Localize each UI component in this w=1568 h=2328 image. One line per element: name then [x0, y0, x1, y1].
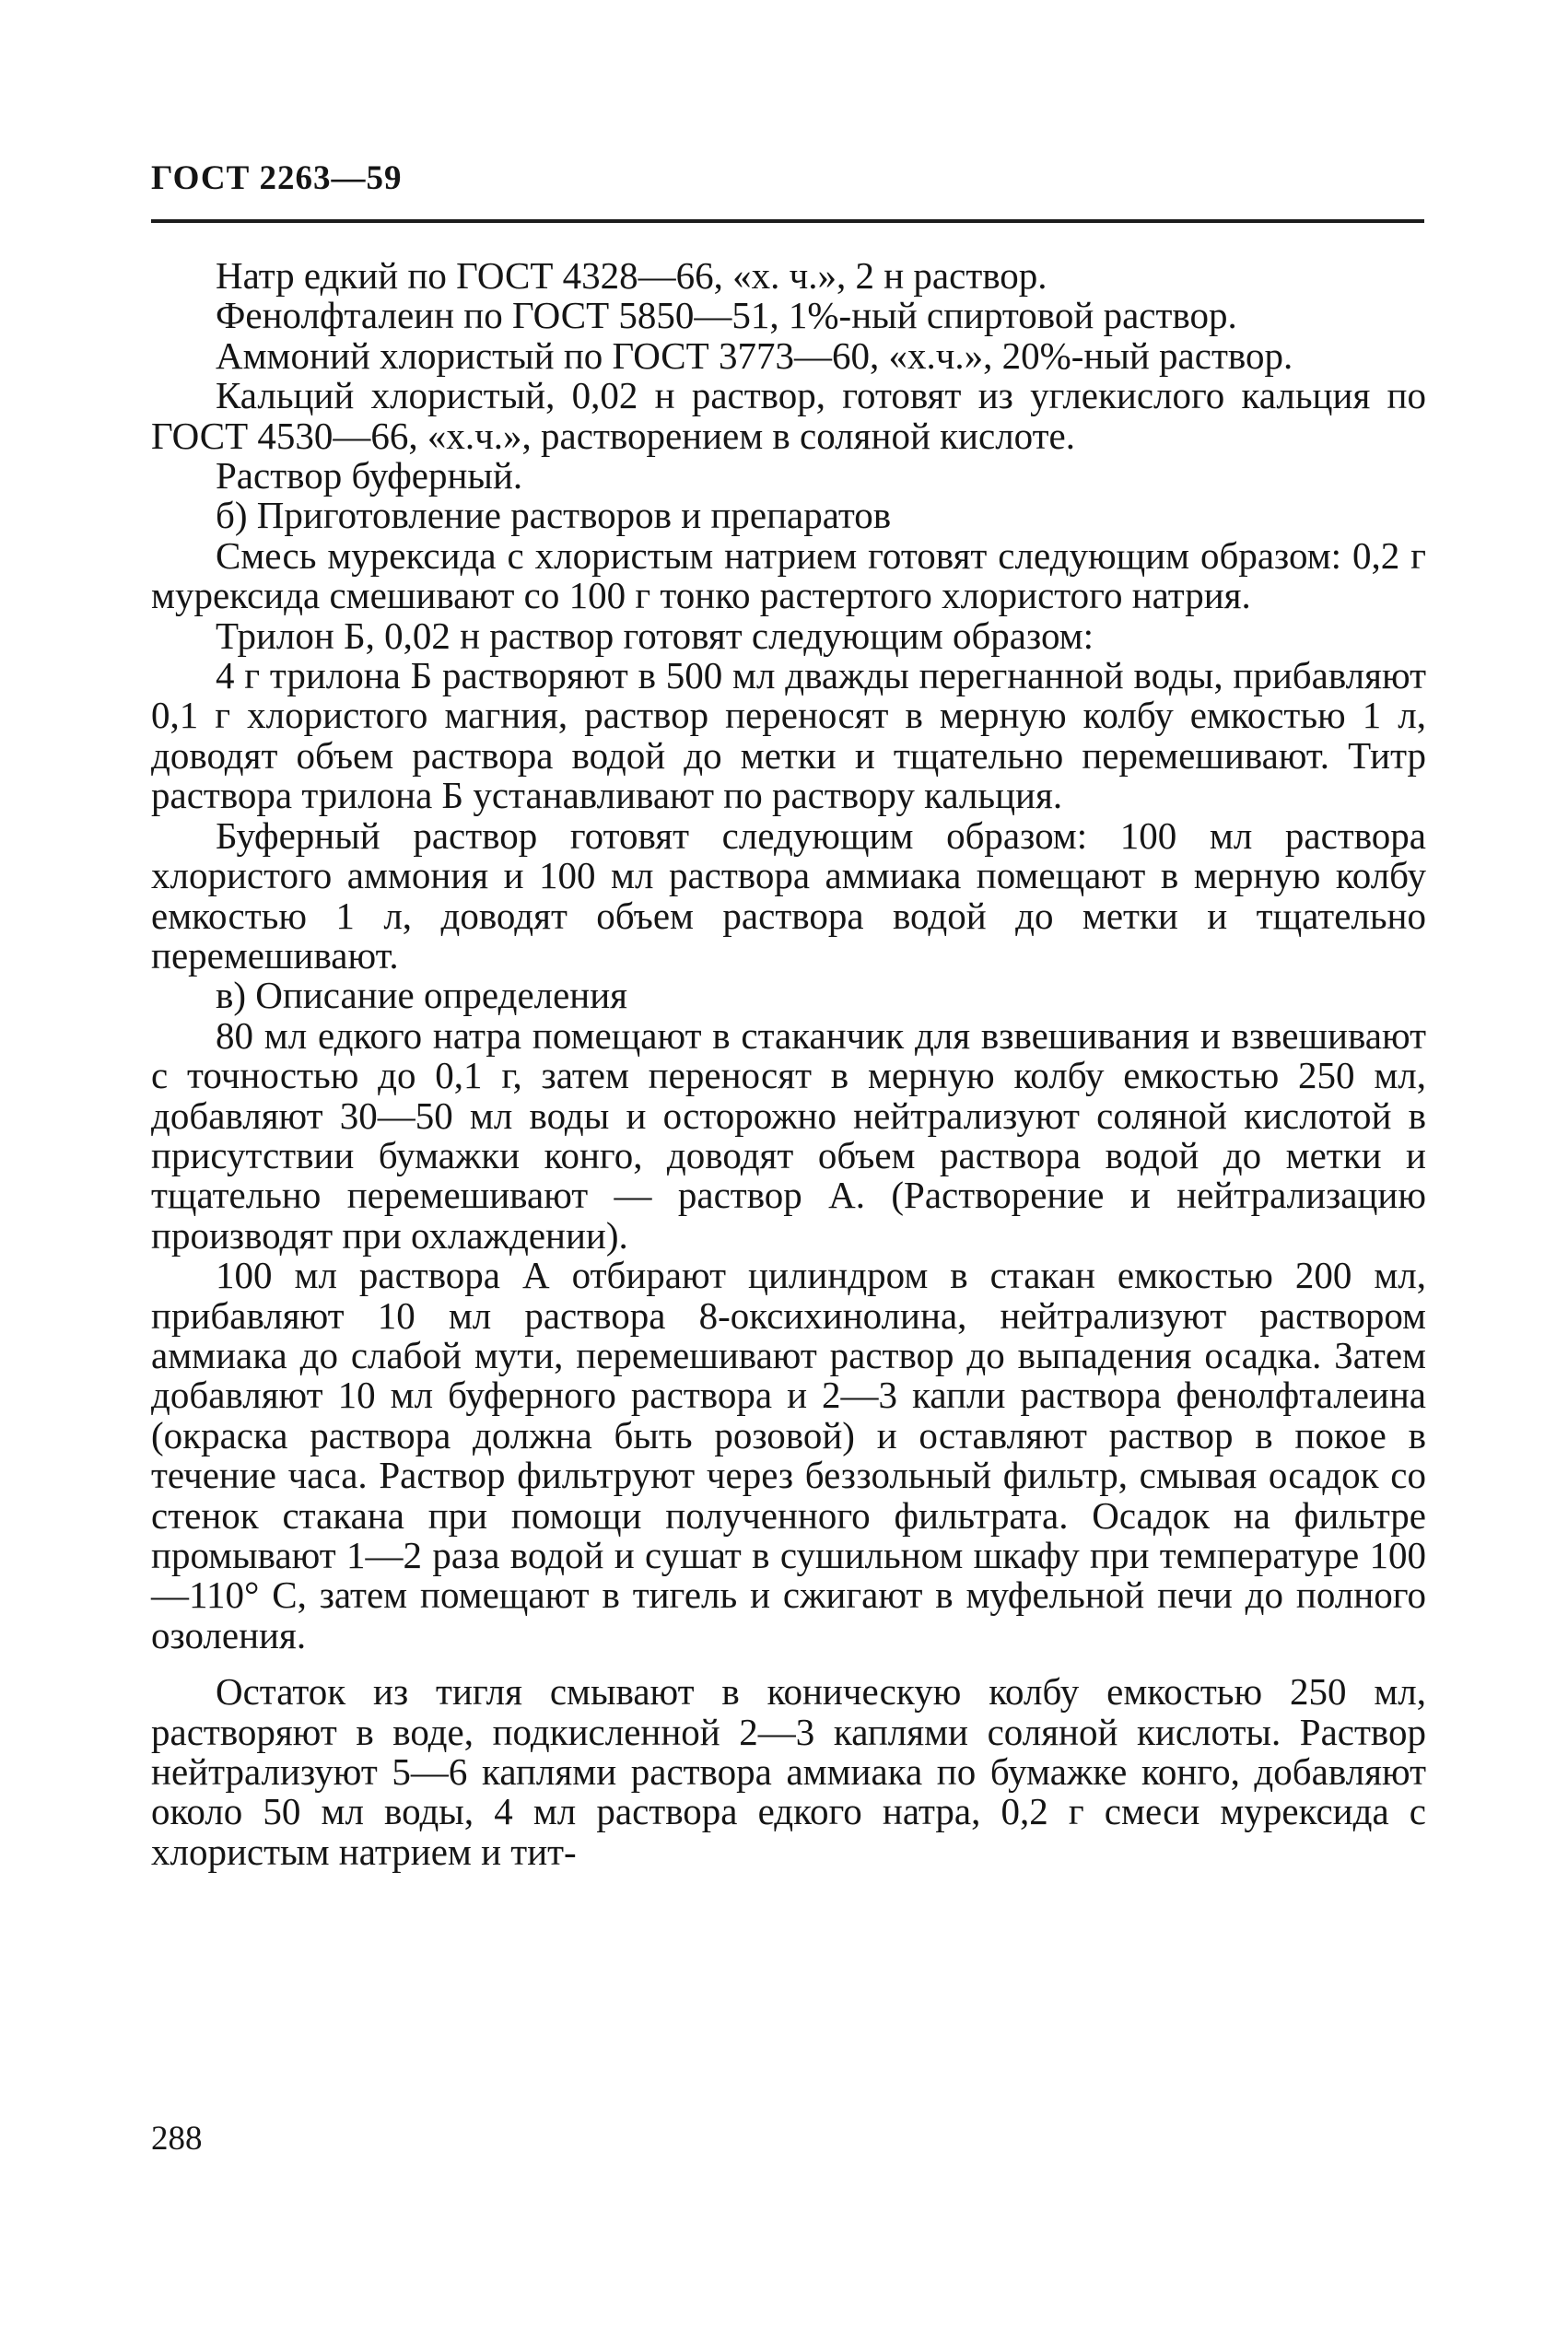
paragraph: Фенолфталеин по ГОСТ 5850—51, 1%-ный спиртовой раствор. [216, 294, 1237, 337]
paragraph: 80 мл едкого натра помещают в стаканчик для взвешивания и взвешивают с точностью до 0,1 г, затем переносят в мерную колбу емкостью 250 мл, добавляют 30—50 мл воды и осторожно нейтрализуют соляной кислотой в присутствии бумажки конго, доводят объем раствора водой до метки и тщательно перемешивают — раствор А. (Растворение и нейтрализацию производят при охлаждении). [151, 1013, 1426, 1257]
paragraph: Натр едкий по ГОСТ 4328—66, «х. ч.», 2 н раствор. [216, 254, 1047, 297]
paragraph: Остаток из тигля смывают в коническую колбу емкостью 250 мл, растворяют в воде, подкисленной 2—3 каплями соляной кислоты. Раствор нейтрализуют 5—6 каплями раствора аммиака по бумажке конго, добавляют около 50 мл воды, 4 мл раствора едкого натра, 0,2 г смеси мурексида с хлористым натрием и тит- [151, 1670, 1426, 1873]
paragraph: Смесь мурексида с хлористым натрием готовят следующим образом: 0,2 г мурексида смешивают со 100 г тонко растертого хлористого натрия. [151, 533, 1426, 617]
document-header: ГОСТ 2263—59 [151, 159, 403, 197]
paragraph: Раствор буферный. [216, 454, 523, 497]
paragraph: 4 г трилона Б растворяют в 500 мл дважды перегнанной воды, прибавляют 0,1 г хлористого магния, раствор переносят в мерную колбу емкостью 1 л, доводят объем раствора водой до метки и тщательно перемешивают. Титр раствора трилона Б устанавливают по раствору кальция. [151, 654, 1426, 817]
section-heading: б) Приготовление растворов и препаратов [216, 494, 892, 537]
paragraph: Аммоний хлористый по ГОСТ 3773—60, «х.ч.», 20%-ный раствор. [216, 333, 1293, 377]
header-rule [151, 219, 1424, 223]
section-heading: в) Описание определения [216, 974, 628, 1017]
paragraph: 100 мл раствора А отбирают цилиндром в стакан емкостью 200 мл, прибавляют 10 мл раствора 8-оксихинолина, нейтрализуют раствором аммиака до слабой мути, перемешивают раствор до выпадения осадка. Затем добавляют 10 мл буферного раствора и 2—3 капли раствора фенолфталеина (окраска раствора должна быть розовой) и оставляют раствор в покое в течение часа. Раствор фильтруют через беззольный фильтр, смывая осадок со стенок стакана при помощи полученного фильтрата. Осадок на фильтре промывают 1—2 раза водой и сушат в сушильном шкафу при температуре 100—110° С, затем помещают в тигель и сжигают в муфельной печи до полного озоления. [151, 1254, 1426, 1656]
paragraph: Буферный раствор готовят следующим образом: 100 мл раствора хлористого аммония и 100 мл раствора аммиака помещают в мерную колбу емкостью 1 л, доводят объем раствора водой до метки и тщательно перемешивают. [151, 813, 1426, 977]
paragraph: Кальций хлористый, 0,02 н раствор, готовят из углекислого кальция по ГОСТ 4530—66, «х.ч.», растворением в соляной кислоте. [151, 374, 1426, 457]
paragraph: Трилон Б, 0,02 н раствор готовят следующим образом: [216, 614, 1094, 657]
page-number: 288 [151, 2120, 203, 2158]
body-text [151, 256, 1426, 1872]
